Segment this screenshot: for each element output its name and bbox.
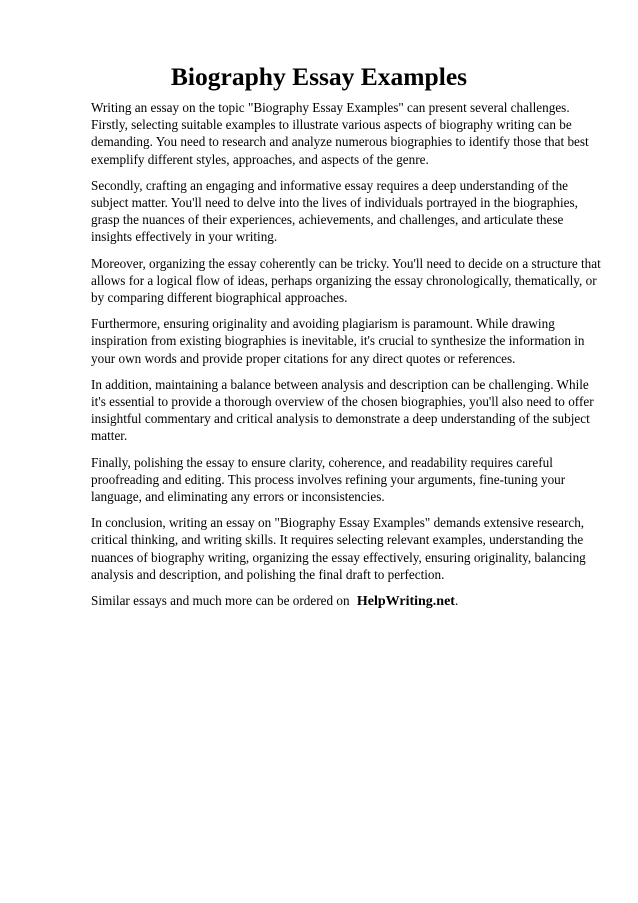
paragraph-5: In addition, maintaining a balance between analysis and description can be challenging. While it's essential to provide a thorough overview of the chosen biographies, you'll also need to offer insightful commentary and critical analysis to demonstrate a deep understanding of the subject matter. (91, 376, 594, 444)
document-title: Biography Essay Examples (170, 62, 468, 91)
cta-line (91, 592, 603, 610)
document-body (91, 99, 600, 610)
helpwriting-link[interactable]: HelpWriting.net (356, 594, 455, 610)
cta-text: Similar essays and much more can be ordered on (91, 593, 350, 609)
paragraph-3: Moreover, organizing the essay coherently can be tricky. You'll need to decide on a structure that allows for a logical flow of ideas, perhaps organizing the essay chronologically, thematically, or by comparing different biographical approaches. (91, 255, 601, 306)
paragraph-1: Writing an essay on the topic "Biography Essay Examples" can present several challenges. Firstly, selecting suitable examples to illustrate various aspects of biography writing can be demanding. You need to research and analyze numerous biographies to identify those that best exemplify different styles, approaches, and aspects of the genre. (91, 100, 589, 167)
paragraph-2: Secondly, crafting an engaging and informative essay requires a deep understanding of the subject matter. You'll need to delve into the lives of individuals portrayed in the biographies, grasp the nuances of their experiences, achievements, and challenges, and articulate these insights effectively in your writing. (91, 177, 578, 245)
cta-period: . (454, 593, 459, 609)
paragraph-6: Finally, polishing the essay to ensure clarity, coherence, and readability requires careful proofreading and editing. This process involves refining your arguments, fine-tuning your language, and eliminating any errors or inconsistencies. (91, 454, 566, 505)
paragraph-7: In conclusion, writing an essay on "Biography Essay Examples" demands extensive research, critical thinking, and writing skills. It requires selecting relevant examples, understanding the nuances of biography writing, organizing the essay effectively, ensuring originality, balancing analysis and description, and polishing the final draft to perfection. (91, 515, 586, 582)
paragraph-4: Furthermore, ensuring originality and avoiding plagiarism is paramount. While drawing inspiration from existing biographies is inevitable, it's crucial to synthesize the information in your own words and provide proper citations for any direct quotes or references. (91, 316, 585, 366)
